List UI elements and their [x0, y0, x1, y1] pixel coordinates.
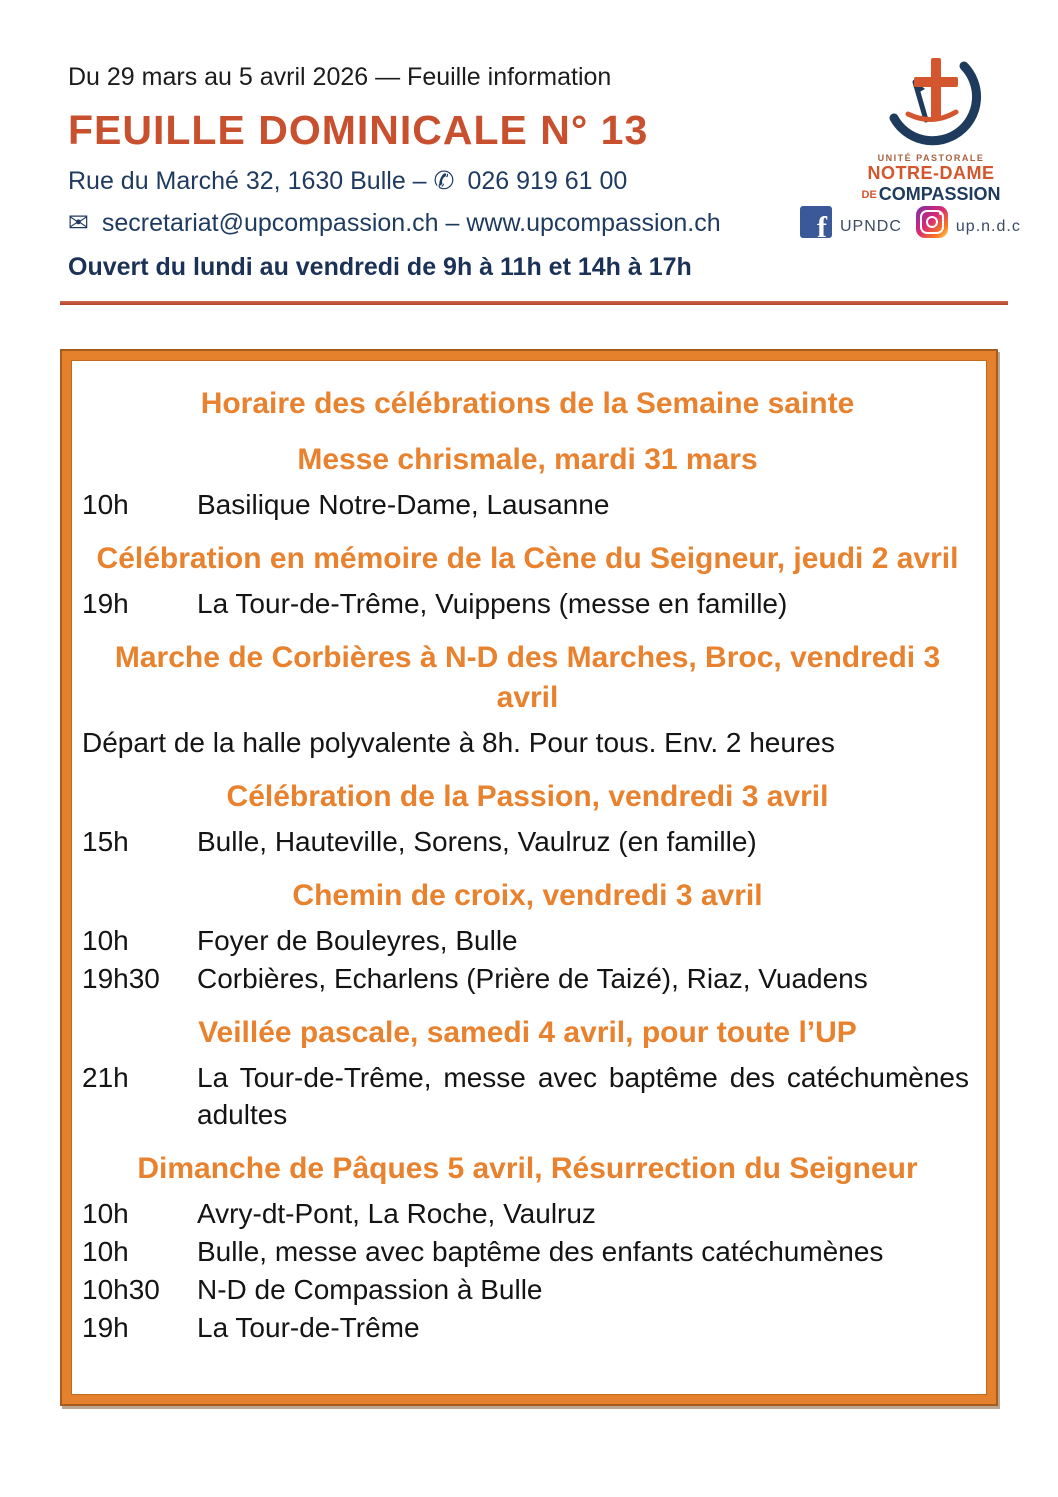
facebook-icon — [800, 206, 832, 238]
parish-logo — [856, 54, 1006, 205]
logo-emblem-icon — [872, 54, 990, 146]
event-time: 10h — [82, 1236, 129, 1267]
event-time: 19h30 — [82, 963, 160, 994]
logo-line-compassion — [856, 184, 1006, 205]
section-heading: Veillée pascale, samedi 4 avril, pour toute l’UP — [198, 1016, 857, 1049]
instagram-item — [916, 206, 1021, 238]
date-range: Du 29 mars au 5 avril 2026 — Feuille information — [68, 63, 612, 91]
address-text: Rue du Marché 32, 1630 Bulle – — [68, 167, 427, 195]
event-description: Basilique Notre-Dame, Lausanne — [197, 489, 610, 520]
instagram-lens — [926, 216, 938, 228]
schedule-row — [82, 486, 973, 523]
event-description: Avry-dt-Pont, La Roche, Vaulruz — [197, 1198, 596, 1229]
address-line — [68, 166, 808, 196]
instagram-icon — [916, 206, 948, 238]
schedule-row — [82, 1059, 973, 1133]
schedule-row — [82, 585, 973, 622]
event-time: 21h — [82, 1062, 129, 1093]
instagram-dot — [939, 212, 942, 215]
phone-icon: ✆ — [433, 166, 455, 195]
event-time: 19h — [82, 1312, 129, 1343]
email-address: secretariat@upcompassion.ch — [101, 209, 439, 237]
event-description: Bulle, Hauteville, Sorens, Vaulruz (en famille) — [197, 826, 757, 857]
event-time: 19h — [82, 588, 129, 619]
event-time: 15h — [82, 826, 129, 857]
section-heading: Célébration de la Passion, vendredi 3 avril — [226, 780, 829, 813]
event-time: 10h — [82, 489, 129, 520]
facebook-item — [800, 206, 902, 238]
logo-de-text: DE — [861, 189, 877, 201]
event-time: 10h — [82, 1198, 129, 1229]
schedule-row — [82, 960, 973, 997]
event-time: 10h30 — [82, 1274, 160, 1305]
phone-number: 026 919 61 00 — [467, 167, 628, 195]
header — [68, 62, 808, 282]
section-heading: Messe chrismale, mardi 31 mars — [297, 443, 758, 476]
section-note: Départ de la halle polyvalente à 8h. Pour tous. Env. 2 heures — [82, 727, 835, 758]
event-description: La Tour-de-Trême, messe avec baptême des catéchumènes adultes — [197, 1062, 969, 1130]
schedule-box — [62, 351, 996, 1404]
envelope-icon: ✉ — [68, 208, 89, 237]
schedule-row — [82, 1195, 973, 1232]
logo-line-notre-dame: NOTRE-DAME — [867, 163, 995, 183]
email-separator: – — [445, 209, 460, 237]
schedule-row — [82, 1271, 973, 1308]
event-time: 10h — [82, 925, 129, 956]
section-heading: Dimanche de Pâques 5 avril, Résurrection du Seigneur — [137, 1152, 918, 1185]
section-heading: Marche de Corbières à N-D des Marches, Broc, vendredi 3 avril — [114, 641, 941, 714]
header-divider — [60, 301, 1008, 305]
opening-hours: Ouvert du lundi au vendredi de 9h à 11h et 14h à 17h — [68, 253, 692, 281]
email-line — [68, 208, 808, 238]
page-title: FEUILLE DOMINICALE N° 13 — [68, 107, 649, 153]
facebook-handle: UPNDC — [840, 218, 902, 235]
schedule-row — [82, 922, 973, 959]
cross-vertical-icon — [931, 58, 941, 118]
logo-compassion-text: COMPASSION — [878, 184, 1001, 204]
cross-horizontal-icon — [914, 77, 958, 87]
schedule-row — [82, 1233, 973, 1270]
event-description: Foyer de Bouleyres, Bulle — [197, 925, 518, 956]
section-heading: Chemin de croix, vendredi 3 avril — [292, 879, 763, 912]
event-description: N-D de Compassion à Bulle — [197, 1274, 543, 1305]
event-description: Corbières, Echarlens (Prière de Taizé), Riaz, Vuadens — [197, 963, 868, 994]
event-description: La Tour-de-Trême — [197, 1312, 420, 1343]
section-heading: Célébration en mémoire de la Cène du Seigneur, jeudi 2 avril — [96, 542, 959, 575]
instagram-handle: up.n.d.c — [955, 218, 1021, 235]
schedule-row — [82, 823, 973, 860]
facebook-f-glyph: f — [817, 211, 827, 238]
website-url: www.upcompassion.ch — [466, 209, 721, 237]
event-description: La Tour-de-Trême, Vuippens (messe en famille) — [197, 588, 788, 619]
logo-line-unite-pastorale: UNITÉ PASTORALE — [877, 153, 985, 163]
schedule-title: Horaire des célébrations de la Semaine sainte — [200, 387, 855, 420]
schedule-row — [82, 1309, 973, 1346]
social-links — [800, 206, 1021, 238]
event-description: Bulle, messe avec baptême des enfants catéchumènes — [197, 1236, 884, 1267]
